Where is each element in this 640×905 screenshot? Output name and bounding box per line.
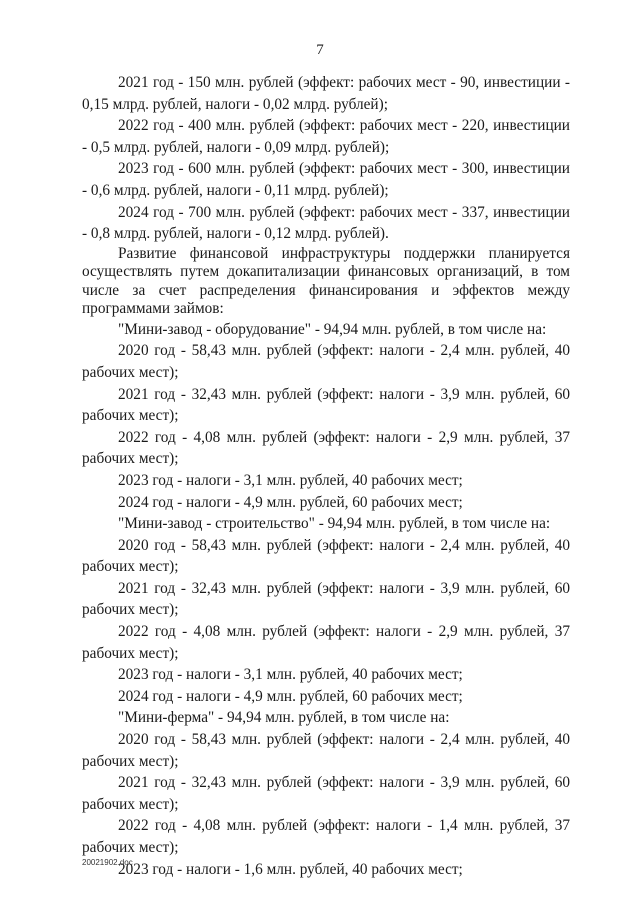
paragraph-construction-2022: 2022 год - 4,08 млн. рублей (эффект: налоги - 2,9 млн. рублей, 37 рабочих мест);	[82, 623, 570, 662]
paragraph-2021-investment: 2021 год - 150 млн. рублей (эффект: рабочих мест - 90, инвестиции - 0,15 млрд. рублей, налоги - 0,02 млрд. рублей);	[82, 74, 570, 113]
paragraph-financial-infrastructure: Развитие финансовой инфраструктуры поддержки планируется осуществлять путем докапитализации финансовых организаций, в том числе за счет распределения финансирования и эффектов между программами займов:	[82, 244, 570, 318]
paragraph-construction-2023: 2023 год - налоги - 3,1 млн. рублей, 40 рабочих мест;	[118, 666, 463, 684]
paragraph-2023-investment: 2023 год - 600 млн. рублей (эффект: рабочих мест - 300, инвестиции - 0,6 млрд. рублей, налоги - 0,11 млрд. рублей);	[82, 160, 570, 199]
footer-filename: 20021902.doc	[82, 858, 133, 867]
paragraph-farm-2022: 2022 год - 4,08 млн. рублей (эффект: налоги - 1,4 млн. рублей, 37 рабочих мест);	[82, 817, 570, 856]
paragraph-mini-plant-construction-heading: "Мини-завод - строительство" - 94,94 млн. рублей, в том числе на:	[118, 515, 551, 533]
paragraph-farm-2023: 2023 год - налоги - 1,6 млн. рублей, 40 рабочих мест;	[118, 860, 463, 878]
paragraph-construction-2021: 2021 год - 32,43 млн. рублей (эффект: налоги - 3,9 млн. рублей, 60 рабочих мест);	[82, 579, 570, 619]
paragraph-2022-investment: 2022 год - 400 млн. рублей (эффект: рабочих мест - 220, инвестиции - 0,5 млрд. рублей, налоги - 0,09 млрд. рублей);	[82, 117, 570, 156]
paragraph-equipment-2021: 2021 год - 32,43 млн. рублей (эффект: налоги - 3,9 млн. рублей, 60 рабочих мест);	[82, 385, 570, 425]
paragraph-equipment-2023: 2023 год - налоги - 3,1 млн. рублей, 40 рабочих мест;	[118, 471, 463, 489]
paragraph-equipment-2024: 2024 год - налоги - 4,9 млн. рублей, 60 рабочих мест;	[118, 493, 463, 511]
paragraph-equipment-2020: 2020 год - 58,43 млн. рублей (эффект: налоги - 2,4 млн. рублей, 40 рабочих мест);	[82, 342, 570, 381]
paragraph-mini-farm-heading: "Мини-ферма" - 94,94 млн. рублей, в том числе на:	[118, 709, 450, 727]
paragraph-construction-2020: 2020 год - 58,43 млн. рублей (эффект: налоги - 2,4 млн. рублей, 40 рабочих мест);	[82, 536, 570, 576]
paragraph-farm-2021: 2021 год - 32,43 млн. рублей (эффект: налоги - 3,9 млн. рублей, 60 рабочих мест);	[82, 774, 570, 813]
paragraph-construction-2024: 2024 год - налоги - 4,9 млн. рублей, 60 рабочих мест;	[118, 687, 463, 705]
paragraph-equipment-2022: 2022 год - 4,08 млн. рублей (эффект: налоги - 2,9 млн. рублей, 37 рабочих мест);	[82, 428, 570, 468]
paragraph-mini-plant-equipment-heading: "Мини-завод - оборудование" - 94,94 млн. рублей, в том числе на:	[118, 320, 547, 338]
paragraph-farm-2020: 2020 год - 58,43 млн. рублей (эффект: налоги - 2,4 млн. рублей, 40 рабочих мест);	[82, 731, 570, 770]
paragraph-2024-investment: 2024 год - 700 млн. рублей (эффект: рабочих мест - 337, инвестиции - 0,8 млрд. рублей, налоги - 0,12 млрд. рублей).	[82, 203, 570, 243]
document-body	[82, 72, 570, 880]
page-number: 7	[316, 42, 324, 58]
